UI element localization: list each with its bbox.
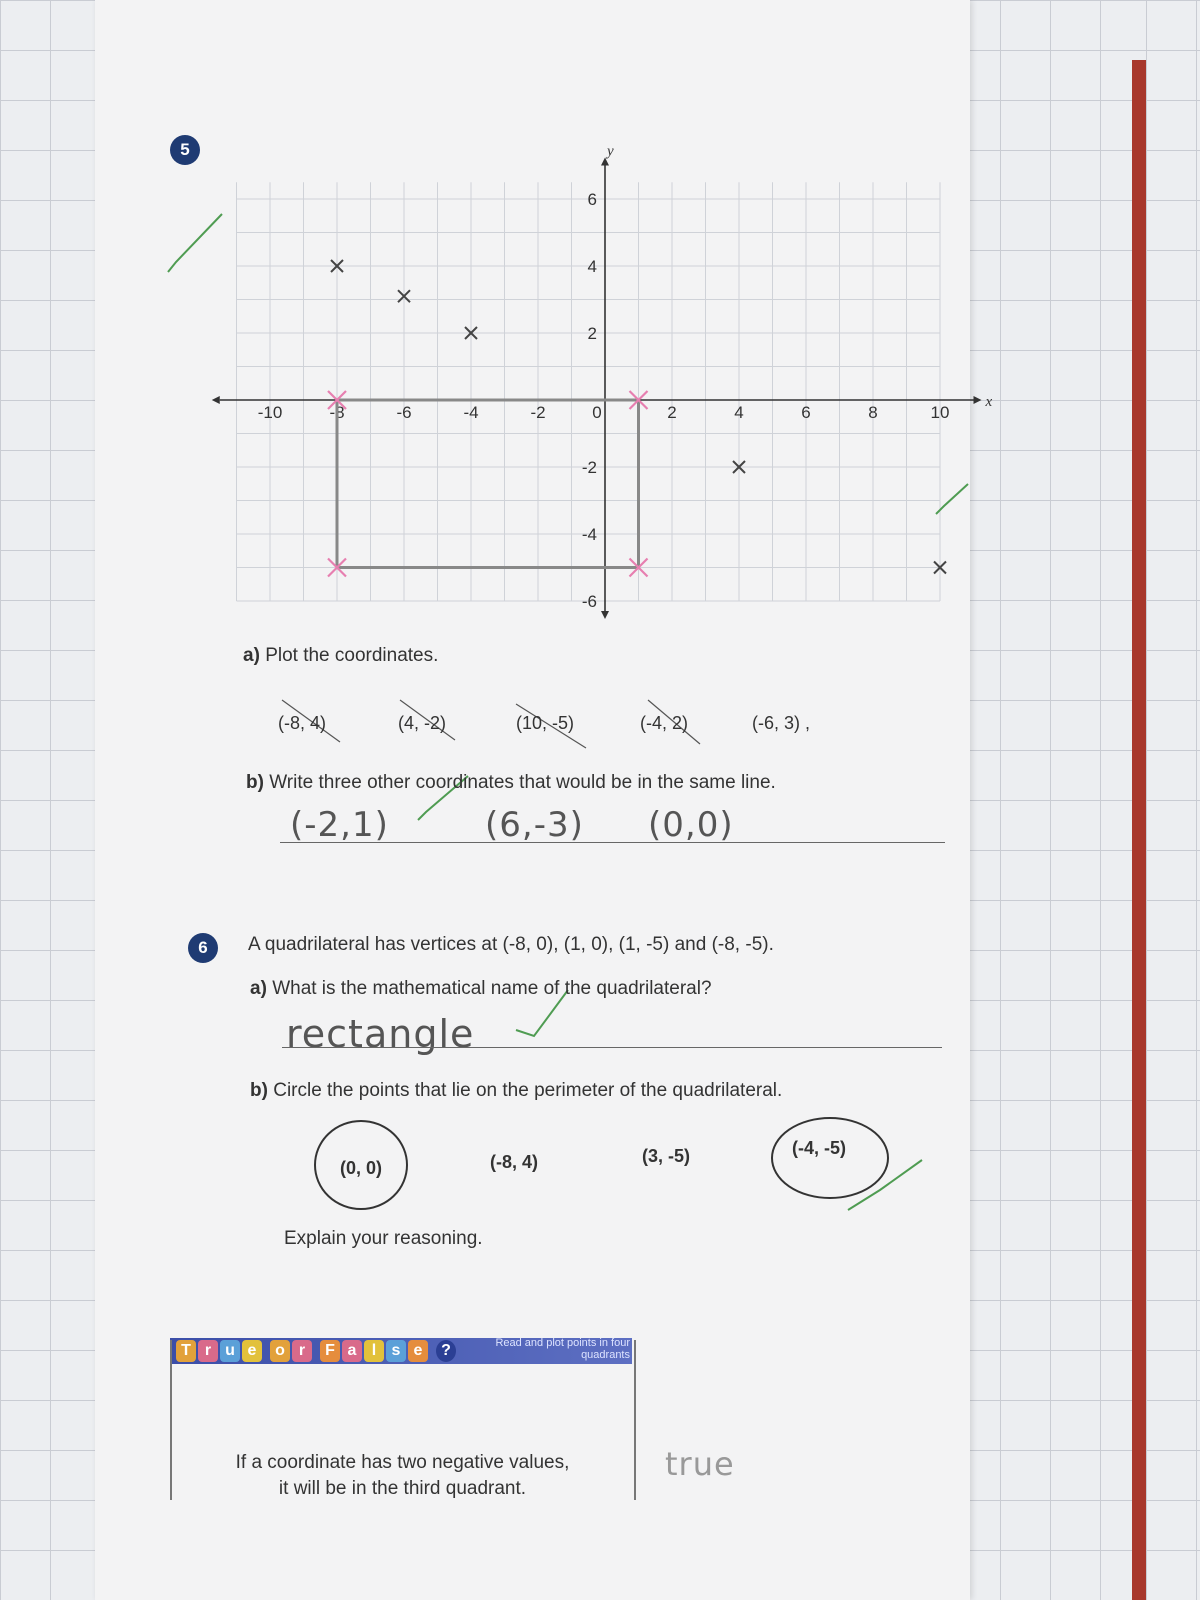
q6b-point: (-8, 4) <box>490 1152 539 1172</box>
x-tick-label: -6 <box>396 403 412 422</box>
title-letter: u <box>220 1340 240 1362</box>
q6a-label-row <box>250 978 712 1000</box>
y-axis-label: y <box>607 143 614 160</box>
y-tick-label: -4 <box>581 525 597 544</box>
q5b-answer: (-2,1) <box>290 805 389 845</box>
x-tick-label: 8 <box>868 403 878 422</box>
q5a-coordinate: (-4, 2) <box>640 713 689 733</box>
x-tick-label: 6 <box>801 403 811 422</box>
q6b-point: (0, 0) <box>340 1158 383 1178</box>
q6-intro: A quadrilateral has vertices at (-8, 0), (1, 0), (1, -5) and (-8, -5). <box>248 934 774 955</box>
title-letter: r <box>292 1340 312 1362</box>
q6a-text: What is the mathematical name of the quadrilateral? <box>272 978 712 999</box>
y-tick-label: 4 <box>587 257 597 276</box>
title-letter: l <box>364 1340 384 1362</box>
x-tick-label: -8 <box>329 403 345 422</box>
x-tick-label: -10 <box>257 403 283 422</box>
q5b-text: Write three other coordinates that would be in the same line. <box>269 772 776 793</box>
title-letter: e <box>242 1340 262 1362</box>
q5b-answer: (6,-3) <box>485 805 584 845</box>
true-or-false-answer: true <box>665 1445 735 1483</box>
title-letter: T <box>176 1340 196 1362</box>
q5a-text: Plot the coordinates. <box>265 645 439 666</box>
q5b-answer-line <box>280 842 945 843</box>
question-6-number: 6 <box>188 933 218 963</box>
q6b-explain: Explain your reasoning. <box>284 1228 483 1249</box>
q6b-label-row <box>250 1080 782 1102</box>
q6a-answer: rectangle <box>286 1012 475 1056</box>
y-tick-label: -2 <box>581 458 597 477</box>
q6b-text: Circle the points that lie on the perimeter of the quadrilateral. <box>273 1080 783 1101</box>
q6a-label: a) <box>250 978 267 999</box>
y-tick-label: -6 <box>581 592 597 611</box>
title-letter: r <box>198 1340 218 1362</box>
x-axis-label: x <box>985 394 993 410</box>
q5a-coordinate: (-6, 3) , <box>752 713 811 733</box>
q6b-label: b) <box>250 1080 268 1101</box>
q6b-point: (3, -5) <box>642 1146 691 1166</box>
x-axis-arrow-icon <box>974 396 982 404</box>
y-axis-arrow-down-icon <box>601 611 609 619</box>
teacher-tick-mark <box>848 1160 922 1210</box>
question-5-number: 5 <box>170 135 200 165</box>
q5b-label: b) <box>246 772 264 793</box>
x-axis-arrow-left-icon <box>212 396 220 404</box>
q5b-label-row <box>246 772 776 794</box>
title-letter: s <box>386 1340 406 1362</box>
statement-line-1: If a coordinate has two negative values, <box>235 1452 570 1473</box>
q6b-point: (-4, -5) <box>792 1138 846 1158</box>
q5a-coordinate: (10, -5) <box>516 713 575 733</box>
title-letter: o <box>270 1340 290 1362</box>
x-tick-label: 10 <box>930 403 950 422</box>
x-tick-label: 0 <box>592 403 602 422</box>
x-tick-label: -2 <box>530 403 546 422</box>
x-tick-label: 4 <box>734 403 744 422</box>
q5b-answer: (0,0) <box>648 805 734 845</box>
q6a-answer-line <box>282 1047 942 1048</box>
q5a-label: a) <box>243 645 260 666</box>
q5a-label-row <box>243 645 438 667</box>
title-letter: e <box>408 1340 428 1362</box>
q5a-coordinate: (-8, 4) <box>278 713 327 733</box>
q5a-coordinate: (4, -2) <box>398 713 447 733</box>
teacher-tick-mark <box>168 214 222 272</box>
title-letter: a <box>342 1340 362 1362</box>
question-mark-icon: ? <box>436 1340 456 1362</box>
statement-line-2: it will be in the third quadrant. <box>278 1478 527 1499</box>
x-tick-label: -4 <box>463 403 479 422</box>
title-letter: F <box>320 1340 340 1362</box>
teacher-tick-mark <box>936 484 968 514</box>
y-tick-label: 6 <box>587 190 597 209</box>
true-or-false-subtitle: Read and plot points in four quadrants <box>495 1337 630 1361</box>
x-tick-label: 2 <box>667 403 677 422</box>
y-tick-label: 2 <box>587 324 597 343</box>
true-or-false-statement <box>175 1450 630 1502</box>
